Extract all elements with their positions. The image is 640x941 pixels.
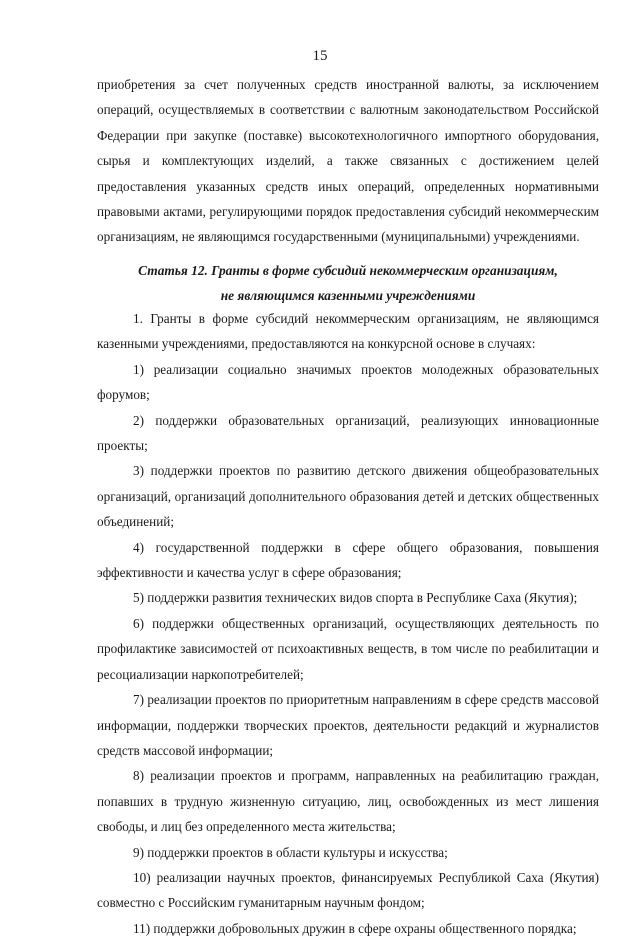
article-heading-line-2: не являющимся казенными учреждениями [220, 288, 476, 303]
continuation-paragraph-block [97, 72, 599, 250]
article-heading-line-1: Статья 12. Гранты в форме субсидий некоммерческим организациям, [138, 263, 558, 278]
list-item: 11) поддержки добровольных дружин в сфере охраны общественного порядка; [133, 920, 577, 936]
article-heading [97, 258, 599, 308]
list-item: 7) реализации проектов по приоритетным направлениям в сфере средств массовой информации, поддержки творческих проектов, деятельности редакций и журналистов средств массовой информации; [97, 692, 599, 758]
continuation-paragraph: приобретения за счет полученных средств иностранной валюты, за исключением операций, осуществляемых в соответствии с валютным законодательством Российской Федерации при закупке (поставке) высокотехнологичного импортного оборудования, сырья и комплектующих изделий, а также связанных с достижением целей предоставления указанных средств иных операций, определенных нормативными правовыми актами, регулирующими порядок предоставления субсидий некоммерческим организациям, не являющимся государственными (муниципальными) учреждениями. [97, 77, 599, 245]
article-paragraph: 1. Гранты в форме субсидий некоммерческим организациям, не являющимся казенными учреждениями, предоставляются на конкурсной основе в случаях: [97, 311, 599, 352]
list-item: 3) поддержки проектов по развитию детского движения общеобразовательных организаций, организаций дополнительного образования детей и детских общественных объединений; [97, 463, 599, 530]
list-item: 6) поддержки общественных организаций, осуществляющих деятельность по профилактике зависимостей от психоактивных веществ, в том числе по реабилитации и ресоциализации наркопотребителей; [97, 615, 599, 682]
list-item: 5) поддержки развития технических видов спорта в Республике Саха (Якутия); [133, 590, 578, 606]
article-body [97, 306, 599, 941]
list-item: 1) реализации социально значимых проектов молодежных образовательных форумов; [97, 361, 599, 403]
list-item: 9) поддержки проектов в области культуры и искусства; [133, 844, 448, 860]
list-item: 10) реализации научных проектов, финансируемых Республикой Саха (Якутия) совместно с Российским гуманитарным научным фондом; [97, 869, 599, 911]
page-number: 15 [312, 48, 328, 64]
list-item: 2) поддержки образовательных организаций, реализующих инновационные проекты; [97, 412, 599, 454]
list-item: 8) реализации проектов и программ, направленных на реабилитацию граждан, попавших в трудную жизненную ситуацию, лиц, освобожденных из мест лишения свободы, и лиц без определенного места жительства; [97, 768, 599, 835]
list-item: 4) государственной поддержки в сфере общего образования, повышения эффективности и качества услуг в сфере образования; [97, 539, 599, 581]
